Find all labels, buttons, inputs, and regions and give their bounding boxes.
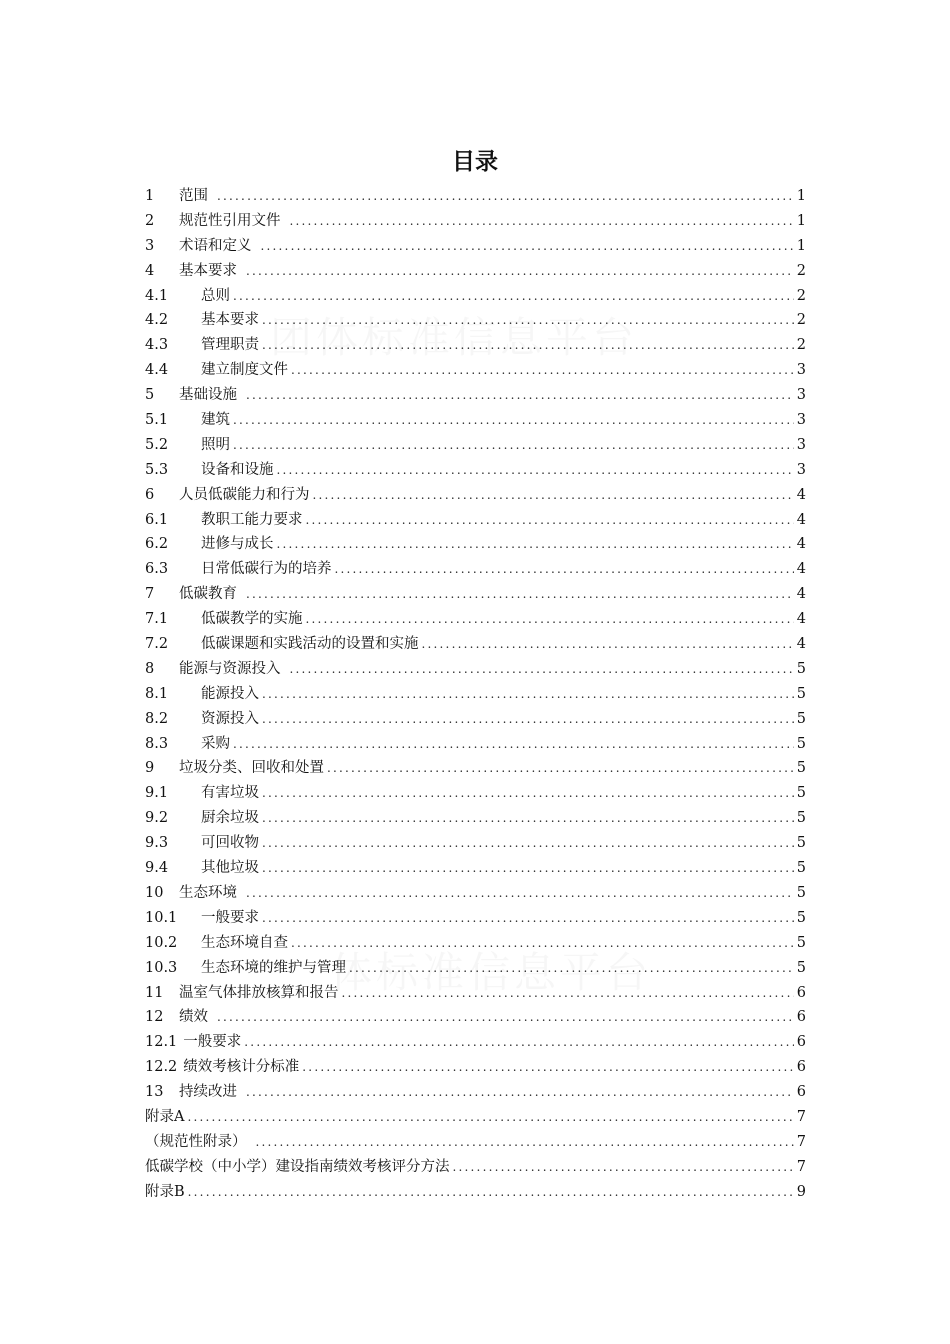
toc-entry-label: 规范性引用文件 [179,212,281,229]
toc-entry-page: 9 [796,1183,806,1200]
toc-entry-label: 进修与成长 [201,536,274,553]
toc-entry[interactable] [145,358,806,383]
toc-entry-label: 厨余垃圾 [201,810,259,827]
toc-entry-number: 10 [145,884,164,901]
toc-entry-number: 9.3 [145,835,169,852]
toc-entry-page: 5 [796,810,806,827]
toc-entry-number: 6.3 [145,561,169,578]
dot-leader [246,582,794,607]
dot-leader [290,657,794,682]
page-title: 目录 [452,149,498,175]
toc-entry-page: 6 [796,1034,806,1051]
dot-leader [290,209,794,234]
toc-entry-label: 基础设施 [179,387,237,404]
toc-entry-label: 可回收物 [201,835,259,852]
toc-entry-page: 7 [796,1133,806,1150]
toc-entry[interactable] [145,1180,806,1205]
toc-entry-number: 4 [145,262,155,279]
toc-entry[interactable] [145,931,806,956]
toc-entry-label: 采购 [201,735,230,752]
toc-entry-page: 5 [796,959,806,976]
toc-entry[interactable] [145,508,806,533]
toc-entry-label: 绩效考核计分标准 [183,1059,300,1076]
toc-entry-label: 人员低碳能力和行为 [179,486,310,503]
toc-entry-number: 7 [145,586,155,603]
toc-entry[interactable] [145,1130,806,1155]
toc-entry-page: 2 [796,287,806,304]
dot-leader [217,1005,794,1030]
dot-leader [291,358,794,383]
toc-entry-number: 4.1 [145,287,169,304]
toc-entry[interactable] [145,906,806,931]
toc-entry-label: 管理职责 [201,337,259,354]
toc-entry[interactable] [145,732,806,757]
toc-entry-number: 6.1 [145,511,169,528]
toc-entry-number: 9.1 [145,785,169,802]
toc-entry-label: 生态环境 [179,884,237,901]
toc-entry-label: 能源投入 [201,685,259,702]
dot-leader [233,433,794,458]
toc-entry[interactable] [145,408,806,433]
toc-entry[interactable] [145,582,806,607]
toc-entry-number: 12 [145,1009,164,1026]
dot-leader [261,234,794,259]
toc-entry-number: 13 [145,1084,164,1101]
toc-entry[interactable] [145,184,806,209]
toc-entry-page: 1 [796,188,806,204]
toc-entry[interactable] [145,333,806,358]
toc-entry-label: 设备和设施 [201,461,274,478]
dot-leader [306,508,794,533]
toc-entry-label: 照明 [201,436,230,453]
toc-entry-page: 3 [796,412,806,429]
toc-entry[interactable] [145,632,806,657]
toc-entry[interactable] [145,483,806,508]
dot-leader [188,1180,794,1205]
toc-entry-page: 2 [796,262,806,279]
dot-leader [291,931,794,956]
toc-entry-page: 5 [796,860,806,877]
toc-entry[interactable] [145,831,806,856]
dot-leader [262,906,794,931]
toc-entry-label: 一般要求 [183,1034,242,1051]
dot-leader [349,956,794,981]
toc-entry-page: 5 [796,884,806,901]
toc-entry-label: 建筑 [201,412,230,429]
dot-leader [233,284,794,309]
toc-entry-page: 4 [796,636,806,653]
toc-entry-page: 5 [796,735,806,752]
toc-entry[interactable] [145,1030,806,1055]
toc-entry-page: 3 [796,436,806,453]
dot-leader [262,831,794,856]
dot-leader [244,1030,793,1055]
toc-entry-page: 2 [796,337,806,354]
toc-entry-label: （规范性附录） [145,1133,247,1150]
toc-entry[interactable] [145,259,806,284]
dot-leader [233,408,794,433]
dot-leader [233,732,794,757]
toc-entry[interactable] [145,806,806,831]
dot-leader [262,333,794,358]
toc-entry-label: 能源与资源投入 [179,660,281,677]
toc-entry[interactable] [145,557,806,582]
toc-entry-number: 10.2 [145,934,178,951]
toc-entry[interactable] [145,756,806,781]
toc-entry[interactable] [145,532,806,557]
toc-entry-label: 日常低碳行为的培养 [201,561,332,578]
toc-entry-number: 9 [145,760,155,777]
toc-entry-page: 4 [796,561,806,578]
toc-entry-number: 1 [145,188,155,204]
toc-entry-page: 5 [796,835,806,852]
toc-entry[interactable] [145,383,806,408]
toc-entry-page: 3 [796,387,806,404]
dot-leader [262,707,794,732]
toc-entry-page: 6 [796,1084,806,1101]
toc-entry-page: 3 [796,461,806,478]
toc-entry-number: 5 [145,387,155,404]
toc-entry-label: 温室气体排放核算和报告 [179,984,339,1001]
toc-entry-page: 4 [796,536,806,553]
toc-entry-label: 低碳课题和实践活动的设置和实施 [201,636,419,653]
toc-entry-label: 资源投入 [201,710,259,727]
toc-entry[interactable] [145,234,806,259]
toc-entry[interactable] [145,657,806,682]
toc-entry[interactable] [145,856,806,881]
toc-entry[interactable] [145,433,806,458]
toc-entry-page: 5 [796,685,806,702]
toc-entry-label: 建立制度文件 [201,362,288,379]
toc-entry[interactable] [145,956,806,981]
toc-entry-label: 附录B [145,1183,185,1200]
dot-leader [217,184,794,209]
toc-entry-number: 11 [145,984,164,1001]
toc-entry-page: 5 [796,710,806,727]
dot-leader [246,259,794,284]
toc-entry-number: 9.2 [145,810,169,827]
toc-entry-number: 10.1 [145,909,178,926]
toc-entry-label: 基本要求 [201,312,259,329]
toc-entry-page: 6 [796,1059,806,1076]
toc-entry-label: 有害垃圾 [201,785,259,802]
toc-entry[interactable] [145,1105,806,1130]
toc-entry-label: 总则 [201,287,230,304]
toc-entry-page: 7 [796,1158,806,1175]
toc-entry-number: 8.3 [145,735,169,752]
toc-entry[interactable] [145,458,806,483]
toc-entry-page: 6 [796,984,806,1001]
toc-entry-page: 4 [796,486,806,503]
toc-entry-label: 低碳教育 [179,586,237,603]
dot-leader [306,607,794,632]
dot-leader [335,557,794,582]
dot-leader [262,682,794,707]
toc-entry-label: 基本要求 [179,262,237,279]
toc-entry-label: 低碳教学的实施 [201,611,303,628]
dot-leader [262,856,794,881]
toc-entry-page: 2 [796,312,806,329]
toc-entry[interactable] [145,781,806,806]
toc-entry-number: 12.2 [145,1059,178,1076]
toc-entry-page: 7 [796,1108,806,1125]
dot-leader [453,1155,794,1180]
toc-entry[interactable] [145,1055,806,1080]
dot-leader [302,1055,793,1080]
toc-entry-label: 低碳学校（中小学）建设指南绩效考核评分方法 [145,1158,450,1175]
toc-entry[interactable] [145,881,806,906]
toc-entry-number: 8.1 [145,685,169,702]
toc-entry[interactable] [145,1155,806,1180]
dot-leader [313,483,794,508]
dot-leader [262,781,794,806]
dot-leader [327,756,794,781]
toc-entry-number: 2 [145,212,155,229]
toc-entry-number: 7.1 [145,611,169,628]
toc-entry-label: 术语和定义 [179,237,252,254]
toc-entry[interactable] [145,284,806,309]
toc-entry-number: 6.2 [145,536,169,553]
toc-entry[interactable] [145,308,806,333]
toc-entry-label: 生态环境的维护与管理 [201,959,346,976]
toc-entry-page: 4 [796,586,806,603]
toc-entry-number: 9.4 [145,860,169,877]
toc-entry-number: 5.1 [145,412,169,429]
toc-entry-label: 附录A [145,1108,185,1125]
toc-entry-label: 生态环境自查 [201,934,288,951]
toc-entry-page: 5 [796,760,806,777]
toc-entry-page: 5 [796,660,806,677]
dot-leader [246,881,794,906]
toc-entry-page: 5 [796,934,806,951]
toc-entry-label: 绩效 [179,1009,208,1026]
toc-entry-number: 7.2 [145,636,169,653]
toc-entry-number: 3 [145,237,155,254]
toc-entry-number: 4.2 [145,312,169,329]
toc-entry-label: 其他垃圾 [201,860,259,877]
toc-entry[interactable] [145,607,806,632]
toc-entry-number: 5.3 [145,461,169,478]
toc-entry-page: 4 [796,611,806,628]
toc-entry-label: 一般要求 [201,909,259,926]
toc-entry-number: 4.3 [145,337,169,354]
toc-entry-page: 3 [796,362,806,379]
toc-entry-page: 4 [796,511,806,528]
toc-entry-number: 8.2 [145,710,169,727]
dot-leader [342,981,794,1006]
dot-leader [262,308,794,333]
toc-entry-number: 4.4 [145,362,169,379]
toc-entry[interactable] [145,209,806,234]
toc-entry-number: 12.1 [145,1034,178,1051]
dot-leader [277,458,794,483]
toc-entry-number: 10.3 [145,959,178,976]
dot-leader [256,1130,794,1155]
dot-leader [246,1080,794,1105]
toc-entry-page: 5 [796,785,806,802]
toc-entry[interactable] [145,682,806,707]
toc-entry-label: 教职工能力要求 [201,511,303,528]
toc-entry-page: 6 [796,1009,806,1026]
dot-leader [422,632,794,657]
toc-entry-number: 6 [145,486,155,503]
toc-entry[interactable] [145,981,806,1006]
toc-entry-number: 5.2 [145,436,169,453]
dot-leader [246,383,794,408]
toc-entry-page: 1 [796,237,806,254]
dot-leader [277,532,794,557]
toc-entry-label: 持续改进 [179,1084,237,1101]
toc-entry[interactable] [145,707,806,732]
toc-entry-number: 8 [145,660,155,677]
toc-entry[interactable] [145,1005,806,1030]
dot-leader [187,1105,793,1130]
table-of-contents [145,184,806,1205]
dot-leader [262,806,794,831]
toc-entry-page: 1 [796,212,806,229]
toc-entry[interactable] [145,1080,806,1105]
toc-entry-label: 垃圾分类、回收和处置 [179,760,324,777]
toc-entry-page: 5 [796,909,806,926]
toc-entry-label: 范围 [179,188,208,204]
